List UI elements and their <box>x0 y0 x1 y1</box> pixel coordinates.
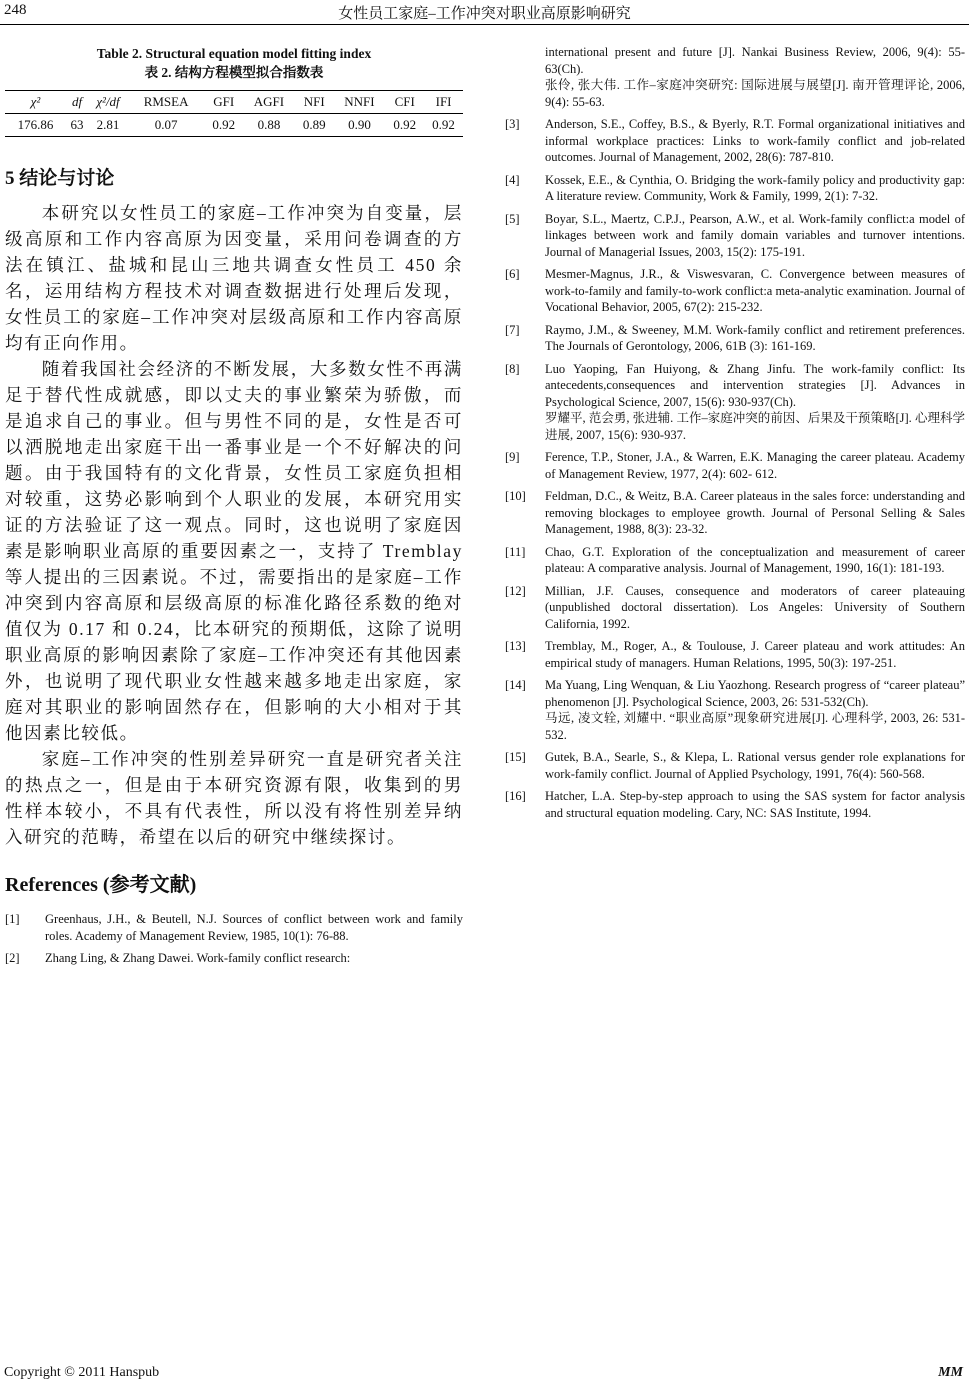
reference-text: Gutek, B.A., Searle, S., & Klepa, L. Rational versus gender role explanations for work-family conflict. Journal of Applied Psychology, 1991, 76(4): 560-568. <box>545 750 965 781</box>
reference-text-wrap <box>545 638 965 671</box>
copyright: Copyright © 2011 Hanspub <box>4 1365 160 1380</box>
reference-text: Anderson, S.E., Coffey, B.S., & Byerly, R.T. Formal organizational initiatives and informal workplace practices: Links to work-family conflict and job-related outcomes. Journal of Management, 2002, 28(6): 787-810. <box>545 117 965 164</box>
table-header-cell: CFI <box>394 94 415 109</box>
right-column <box>505 44 965 827</box>
reference-text-wrap <box>545 172 965 205</box>
reference-number: [7] <box>505 322 520 337</box>
paragraph: 本研究以女性员工的家庭–工作冲突为自变量，层级高原和工作内容高原为因变量，采用问卷调查的方法在镇江、盐城和昆山三地共调查女性员工 450 余名，运用结构方程技术对调查数据进行处理后发现，女性员工的家庭–工作冲突对层级高原和工作内容高原均有正向作用。 <box>5 203 463 353</box>
reference-text: Mesmer-Magnus, J.R., & Viswesvaran, C. Convergence between measures of work-to-family and family-to-work conflict:a meta-analytic examination. Journal of Vocational Behavior, 2005, 67(2): 215-232. <box>545 267 965 314</box>
reference-item <box>505 266 965 316</box>
reference-text-wrap <box>545 544 965 577</box>
reference-item <box>505 44 965 110</box>
reference-item <box>505 488 965 538</box>
reference-item <box>505 361 965 444</box>
table-cell: 0.92 <box>212 117 236 132</box>
section-title: 5 结论与讨论 <box>5 168 115 189</box>
table-caption-cn: 表 2. 结构方程模型拟合指数表 <box>144 65 324 80</box>
reference-number: [16] <box>505 789 526 803</box>
reference-text: Millian, J.F. Causes, consequence and moderators of career plateauing (unpublished doctoral dissertation). Los Angeles: University of Southern California, 1992. <box>545 583 965 631</box>
running-title: 女性员工家庭–工作冲突对职业高原影响研究 <box>338 6 631 22</box>
reference-text-wrap <box>45 950 463 967</box>
reference-item <box>505 211 965 261</box>
table-cell: 2.81 <box>96 117 120 132</box>
reference-text: Chao, G.T. Exploration of the conceptualization and measurement of career plateau: A comparative analysis. Journal of Management, 1990, 16(1): 181-193. <box>545 544 965 575</box>
reference-number: [6] <box>505 267 520 281</box>
reference-text-wrap <box>545 266 965 316</box>
table-header-cell: IFI <box>435 94 452 109</box>
left-column <box>5 44 463 973</box>
header-rule <box>0 24 969 25</box>
table-header-cell: χ²/df <box>96 94 120 109</box>
reference-text: Raymo, J.M., & Sweeney, M.M. Work-family conflict and retirement preferences. The Journals of Gerontology, 2006, 61B (3): 161-169. <box>545 322 965 353</box>
reference-text: international present and future [J]. Nankai Business Review, 2006, 9(4): 55-63(Ch). <box>545 45 965 76</box>
reference-item <box>505 677 965 743</box>
reference-text: Ference, T.P., Stoner, J.A., & Warren, E.K. Managing the career plateau. Academy of Management Review, 1977, 2(4): 602- 612. <box>545 450 965 481</box>
reference-item <box>505 172 965 205</box>
reference-text-wrap <box>545 677 965 743</box>
reference-text-cn: 张伶, 张大伟. 工作–家庭冲突研究: 国际进展与展望[J]. 南开管理评论, 2006, 9(4): 55-63. <box>545 78 965 109</box>
table-header-cell: NFI <box>303 94 325 109</box>
table-header-cell: df <box>71 94 83 109</box>
reference-number: [2] <box>5 951 20 965</box>
table-cell: 0.92 <box>432 117 455 132</box>
reference-text: Boyar, S.L., Maertz, C.P.J., Pearson, A.W., et al. Work-family conflict:a model of linkages between work and family domain variables and turnover intentions. Journal of Managerial Issues, 2003, 15(2): 175-191. <box>545 211 965 259</box>
table-header-cell: NNFI <box>344 94 375 109</box>
reference-item <box>505 116 965 166</box>
reference-number: [12] <box>505 583 526 598</box>
reference-text-wrap <box>545 788 965 821</box>
table-cell: 0.89 <box>302 117 326 132</box>
table-cell: 63 <box>70 117 84 132</box>
reference-item <box>505 449 965 482</box>
reference-text-wrap <box>545 361 965 444</box>
reference-item <box>505 788 965 821</box>
reference-text-cn: 马远, 凌文辁, 刘耀中. “职业高原”现象研究进展[J]. 心理科学, 2003, 26: 531-532. <box>545 711 965 742</box>
reference-item <box>5 950 463 967</box>
reference-text-wrap <box>545 449 965 482</box>
reference-list <box>505 44 965 821</box>
reference-item <box>505 749 965 782</box>
reference-number: [14] <box>505 678 526 692</box>
journal-abbrev: MM <box>938 1365 963 1380</box>
reference-number: [10] <box>505 489 526 503</box>
reference-text: Luo Yaoping, Fan Huiyong, & Zhang Jinfu. The work-family conflict: Its antecedents,consequences and intervention strategies [J]. Advances in Psychological Science, 2007, 15(6): 930-937(Ch). <box>545 361 965 409</box>
table-cell: 0.07 <box>154 117 178 132</box>
fit-index-table <box>5 90 463 137</box>
reference-number: [8] <box>505 361 520 376</box>
reference-number: [5] <box>505 211 520 226</box>
reference-text: Greenhaus, J.H., & Beutell, N.J. Sources of conflict between work and family roles. Academy of Management Review, 1985, 10(1): 76-88. <box>45 912 463 943</box>
reference-text: Kossek, E.E., & Cynthia, O. Bridging the work-family policy and productivity gap: A literature review. Community, Work & Family, 1999, 2(1): 7-32. <box>545 172 965 203</box>
reference-list <box>5 911 463 967</box>
reference-text-wrap <box>545 116 965 166</box>
reference-text: Hatcher, L.A. Step-by-step approach to using the SAS system for factor analysis and structural equation modeling. Cary, NC: SAS Institute, 1994. <box>545 789 965 820</box>
table-cell: 0.88 <box>257 117 281 132</box>
reference-text-wrap <box>545 322 965 355</box>
reference-text: Ma Yuang, Ling Wenquan, & Liu Yaozhong. Research progress of “career plateau” phenomenon [J]. Psychological Science, 2003, 26: 531-532(Ch). <box>545 678 965 709</box>
reference-text-wrap <box>545 44 965 110</box>
reference-number: [9] <box>505 450 520 464</box>
reference-text: Tremblay, M., Roger, A., & Toulouse, J. Career plateau and work attitudes: An empirical study of managers. Human Relations, 1995, 50(3): 197-251. <box>545 639 965 670</box>
reference-number: [11] <box>505 544 526 559</box>
reference-item <box>505 544 965 577</box>
paragraph: 家庭–工作冲突的性别差异研究一直是研究者关注的热点之一，但是由于本研究资源有限，收集到的男性样本较小，不具有代表性，所以没有将性别差异纳入研究的范畴，希望在以后的研究中继续探讨。 <box>5 749 463 847</box>
reference-number <box>505 44 545 110</box>
reference-text: Feldman, D.C., & Weitz, B.A. Career plateaus in the sales force: understanding and removing blockages to employee growth. Journal of Personal Selling & Sales Management, 1988, 8(3): 23-32. <box>545 489 965 536</box>
reference-item <box>505 583 965 633</box>
reference-number: [3] <box>505 117 520 131</box>
reference-text-wrap <box>545 488 965 538</box>
reference-text-wrap <box>45 911 463 944</box>
reference-text-wrap <box>545 211 965 261</box>
table-caption-en: Table 2. Structural equation model fitting index <box>96 46 372 61</box>
reference-text-wrap <box>545 749 965 782</box>
page-number: 248 <box>4 2 27 18</box>
references-title: References (参考文献) <box>5 874 197 896</box>
reference-item <box>505 322 965 355</box>
reference-item <box>5 911 463 944</box>
reference-number: [4] <box>505 172 520 187</box>
table-header-cell: χ² <box>30 94 41 109</box>
reference-number: [15] <box>505 750 526 764</box>
reference-number: [13] <box>505 639 526 653</box>
table-header-cell: GFI <box>213 94 235 109</box>
reference-item <box>505 638 965 671</box>
table-cell: 176.86 <box>17 117 54 132</box>
table-cell: 0.92 <box>393 117 417 132</box>
reference-number: [1] <box>5 912 20 926</box>
table-cell: 0.90 <box>348 117 371 132</box>
reference-text-cn: 罗耀平, 范会勇, 张进辅. 工作–家庭冲突的前因、后果及干预策略[J]. 心理科学进展, 2007, 15(6): 930-937. <box>545 411 965 442</box>
reference-text-wrap <box>545 583 965 633</box>
paragraph: 随着我国社会经济的不断发展，大多数女性不再满足于替代性成就感，即以丈夫的事业繁荣为骄傲，而是追求自己的事业。但与男性不同的是，女性是否可以洒脱地走出家庭干出一番事业是一个不好解决的问题。由于我国特有的文化背景，女性员工家庭负担相对较重，这势必影响到个人职业的发展，本研究用实证的方法验证了这一观点。同时，这也说明了家庭因素是影响职业高原的重要因素之一，支持了 Tremblay 等人提出的三因素说。不过，需要指出的是家庭–工作冲突到内容高原和层级高原的标准化路径系数的绝对值仅为 0.17 和 0.24，比本研究的预期低，这除了说明职业高原的影响因素除了家庭–工作冲突还有其他因素外，也说明了现代职业女性越来越多地走出家庭，家庭对其职业的影响固然存在，但影响的大小相对于其他因素比较低。 <box>5 359 463 743</box>
reference-text: Zhang Ling, & Zhang Dawei. Work-family conflict research: <box>45 951 351 965</box>
table-header-cell: RMSEA <box>143 94 189 109</box>
table-header-cell: AGFI <box>253 94 285 109</box>
